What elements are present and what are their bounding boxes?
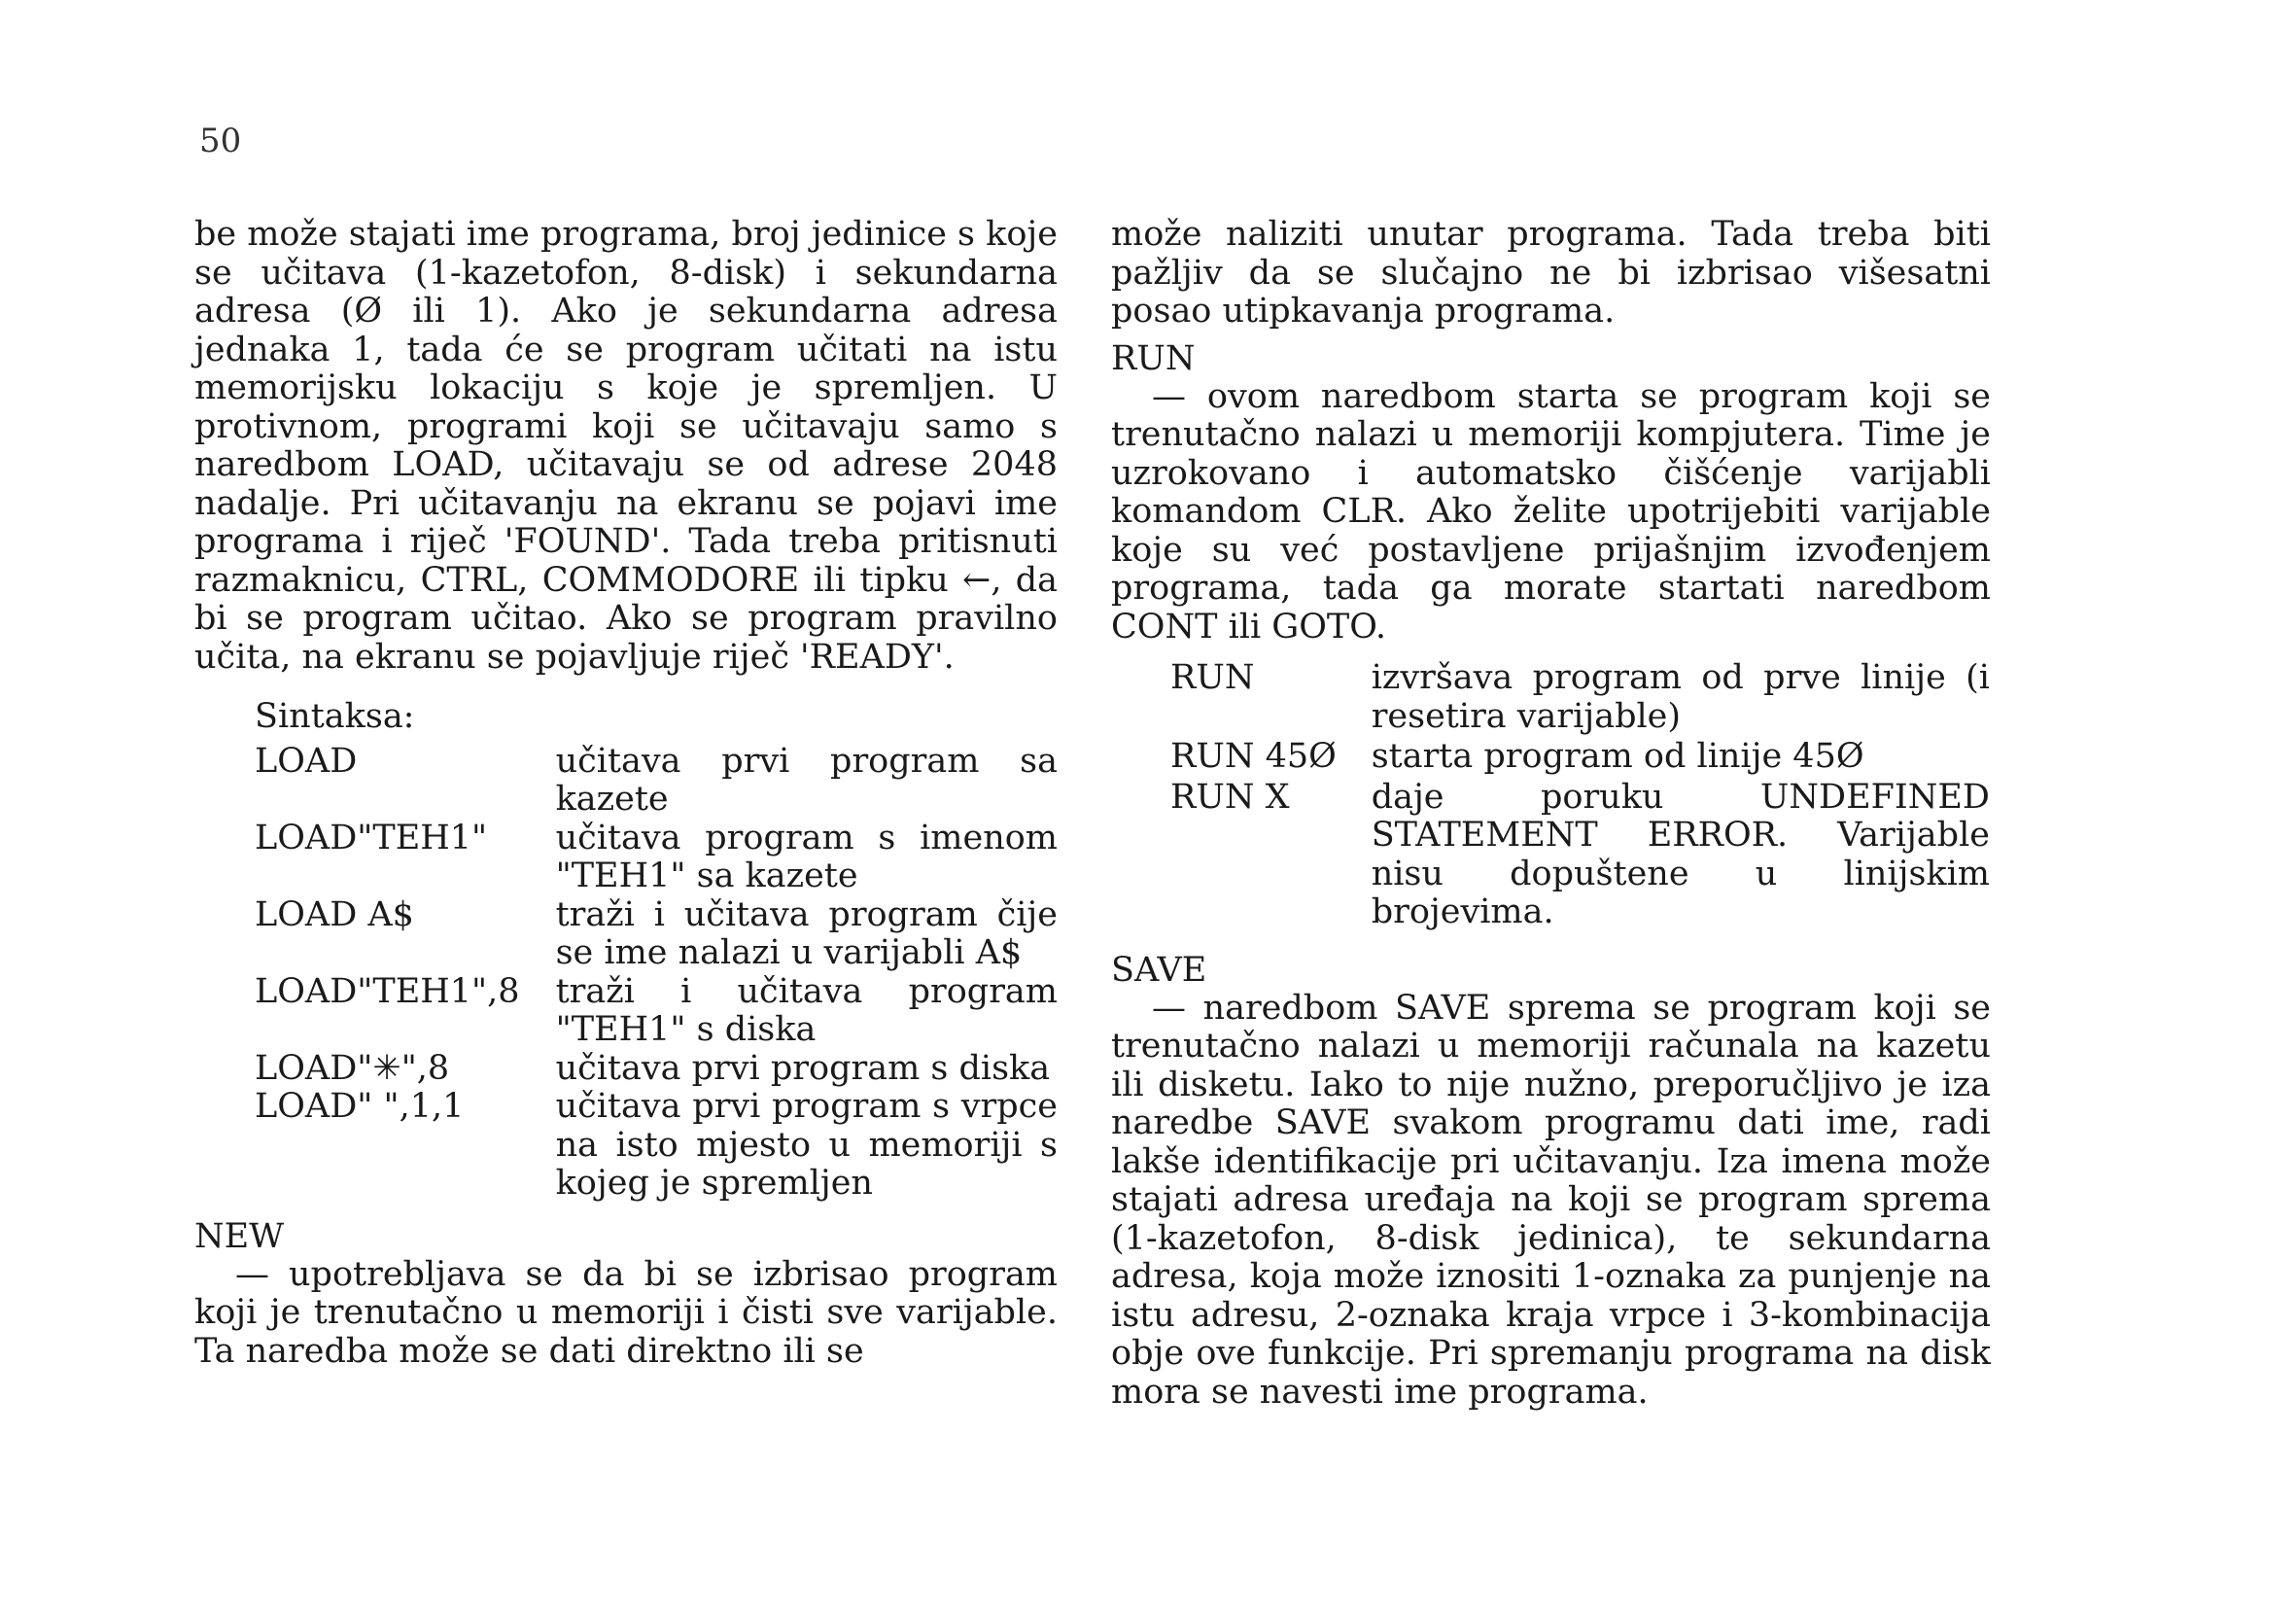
run-example-row <box>1169 737 1991 778</box>
save-description: — naredbom SAVE sprema se program koji se trenutačno nalazi u memoriji računala na kazetu ili disketu. Iako to nije nužno, preporučljivo je iza naredbe SAVE svakom programu dati ime, radi lakše identifikacije pri učitavanju. Iza imena može stajati adresa uređaja na koji se program sprema (1-kazetofon, 8-disk jedinica), te sekundarna adresa, koja može iznositi 1-oznaka za punjenje na istu adresu, 2-oznaka kraja vrpce i 3-kombinacija obje ove funkcije. Pri spremanju programa na disk mora se navesti ime programa. <box>1111 988 1991 1412</box>
command-cell: LOAD"TEH1" <box>255 818 488 857</box>
run-example-row <box>1169 658 1991 737</box>
command-cell: LOAD"TEH1",8 <box>255 971 520 1011</box>
run-description: — ovom naredbom starta se program koji se trenutačno nalazi u memoriji kompjutera. Time je uzrokovano i automatsko čišćenje varijabli komandom CLR. Ako želite upotrijebiti varijable koje su već postavljene prijašnjim izvođenjem programa, tada ga morate startati naredbom CONT ili GOTO. <box>1111 376 1991 647</box>
command-cell: RUN <box>1170 658 1255 697</box>
description-cell: traži i učitava program "TEH1" s diska <box>555 971 1058 1049</box>
description-cell: daje poruku UNDEFINED STATEMENT ERROR. Varijable nisu dopuštene u linijskim brojevima. <box>1371 777 1990 931</box>
right-column <box>1111 216 1991 1412</box>
syntax-row <box>255 1088 1058 1204</box>
load-syntax-table <box>255 743 1058 1204</box>
new-heading: NEW <box>194 1216 285 1256</box>
description-cell: traži i učitava program čije se ime nalazi u varijabli A$ <box>555 894 1058 972</box>
syntax-row <box>255 743 1058 820</box>
command-cell: LOAD <box>255 741 358 781</box>
save-heading: SAVE <box>1111 950 1207 990</box>
description-cell: izvršava program od prve linije (i resetira varijable) <box>1371 658 1990 736</box>
description-cell: učitava prvi program sa kazete <box>555 741 1058 819</box>
description-cell: učitava prvi program s vrpce na isto mjesto u memoriji s kojeg je spremljen <box>555 1087 1058 1203</box>
continued-paragraph: može naliziti unutar programa. Tada treba biti pažljiv da se slučajno ne bi izbrisao višesatni posao utipkavanja programa. <box>1111 215 1991 331</box>
run-example-row <box>1169 778 1991 933</box>
syntax-row <box>255 820 1058 896</box>
command-cell: LOAD A$ <box>255 894 414 934</box>
syntax-row <box>255 1050 1058 1089</box>
run-examples-table <box>1169 658 1991 933</box>
command-cell: RUN 45Ø <box>1170 737 1337 776</box>
description-cell: učitava prvi program s diska <box>555 1048 1051 1088</box>
page-number: 50 <box>199 122 242 160</box>
description-cell: učitava program s imenom "TEH1" sa kazete <box>555 818 1058 895</box>
command-cell: RUN X <box>1170 777 1290 817</box>
syntax-row <box>255 973 1058 1050</box>
run-heading: RUN <box>1111 338 1196 378</box>
description-cell: starta program od linije 45Ø <box>1371 737 1864 776</box>
load-intro-paragraph: be može stajati ime programa, broj jedinice s koje se učitava (1-kazetofon, 8-disk) i sekundarna adresa (Ø ili 1). Ako je sekundarna adresa jednaka 1, tada će se program učitati na istu memorijsku lokaciju s koje je spremljen. U protivnom, programi koji se učitavaju samo s naredbom LOAD, učitavaju se od adrese 2048 nadalje. Pri učitavanju na ekranu se pojavi ime programa i riječ 'FOUND'. Tada treba pritisnuti razmaknicu, CTRL, COMMODORE ili tipku ←, da bi se program učitao. Ako se program pravilno učita, na ekranu se pojavljuje riječ 'READY'. <box>194 215 1058 677</box>
left-column <box>194 216 1058 1371</box>
new-description: — upotrebljava se da bi se izbrisao program koji je trenutačno u memoriji i čisti sve varijable. Ta naredba može se dati direktno ili se <box>194 1254 1058 1371</box>
command-cell: LOAD" ",1,1 <box>255 1087 465 1126</box>
command-cell: LOAD"✳",8 <box>255 1048 450 1088</box>
syntax-row <box>255 896 1058 973</box>
syntax-label: Sintaksa: <box>255 697 415 736</box>
